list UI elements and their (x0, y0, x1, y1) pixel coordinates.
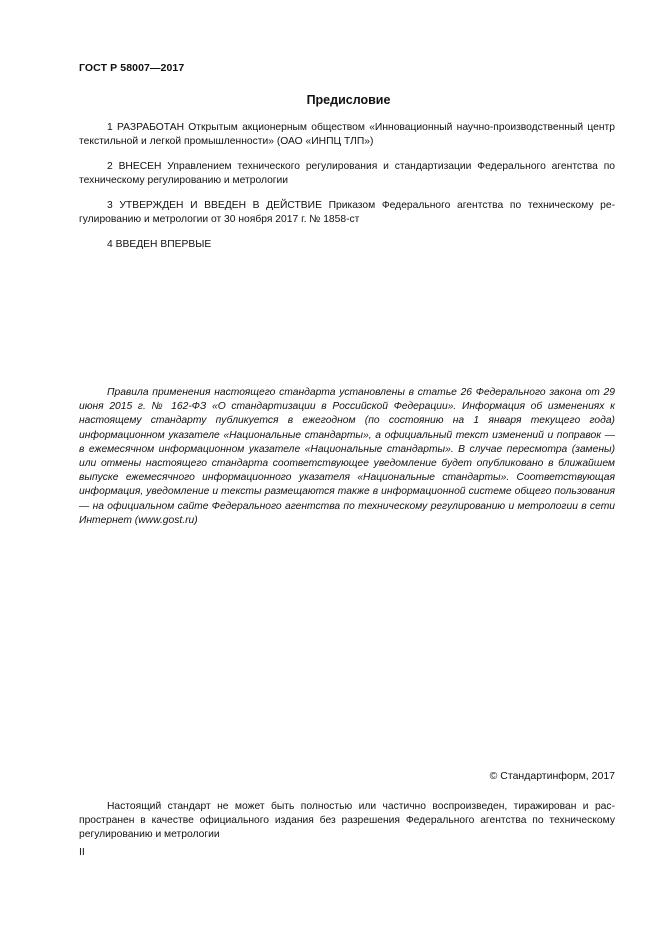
page-number: II (79, 846, 85, 858)
application-rules-notice: Правила применения настоящего стандарта установлены в статье 26 Федерального закона от 29 июня 2015 г. № 162-ФЗ «О стандартизации в Российской Федерации». Информация об изменениях к настоящему стандарту публикуется в ежегодном (по состоянию на 1 января текущего года) информационном указателе «Национальные стандарты», а официальный текст изменений и поправок — в ежемесячном информационном указателе «Национальные стандарты». В случае пересмотра (замены) или отмены настоящего стандарта соответствующее уведомление будет опубликовано в ближайшем выпуске ежемесячного информационного указателя «Национальные стандарты». Соответствующая информация, уведомление и тексты размещаются также в информационной системе общего пользования — на официальном сайте Федерального агентства по техническому регулированию и метрологии в сети Интернет (www.gost.ru) (79, 387, 615, 526)
copyright-line: © Стандартинформ, 2017 (489, 770, 615, 782)
foreword-item-approved: 3 УТВЕРЖДЕН И ВВЕДЕН В ДЕЙСТВИЕ Приказом Федерального агентства по техническому регулированию и метрологии от 30 ноября 2017 г. № 1858-ст (79, 200, 615, 225)
foreword-item-developed: 1 РАЗРАБОТАН Открытым акционерным обществом «Инновационный научно-производственный центр текстильной и легкой промышленности» (ОАО «ИНПЦ ТЛП») (79, 122, 615, 147)
foreword-item-introduced: 2 ВНЕСЕН Управлением технического регулирования и стандартизации Федерального агентства по техническому регулированию и метрологии (79, 161, 615, 186)
foreword-item-first-introduced: 4 ВВЕДЕН ВПЕРВЫЕ (107, 239, 212, 250)
standard-designation: ГОСТ Р 58007—2017 (79, 62, 185, 74)
reprint-restriction: Настоящий стандарт не может быть полностью или частично воспроизведен, тиражирован и распространен в качестве официального издания без разрешения Федерального агентства по техническому регулированию и метрологии (79, 801, 615, 840)
page-title: Предисловие (306, 93, 391, 107)
